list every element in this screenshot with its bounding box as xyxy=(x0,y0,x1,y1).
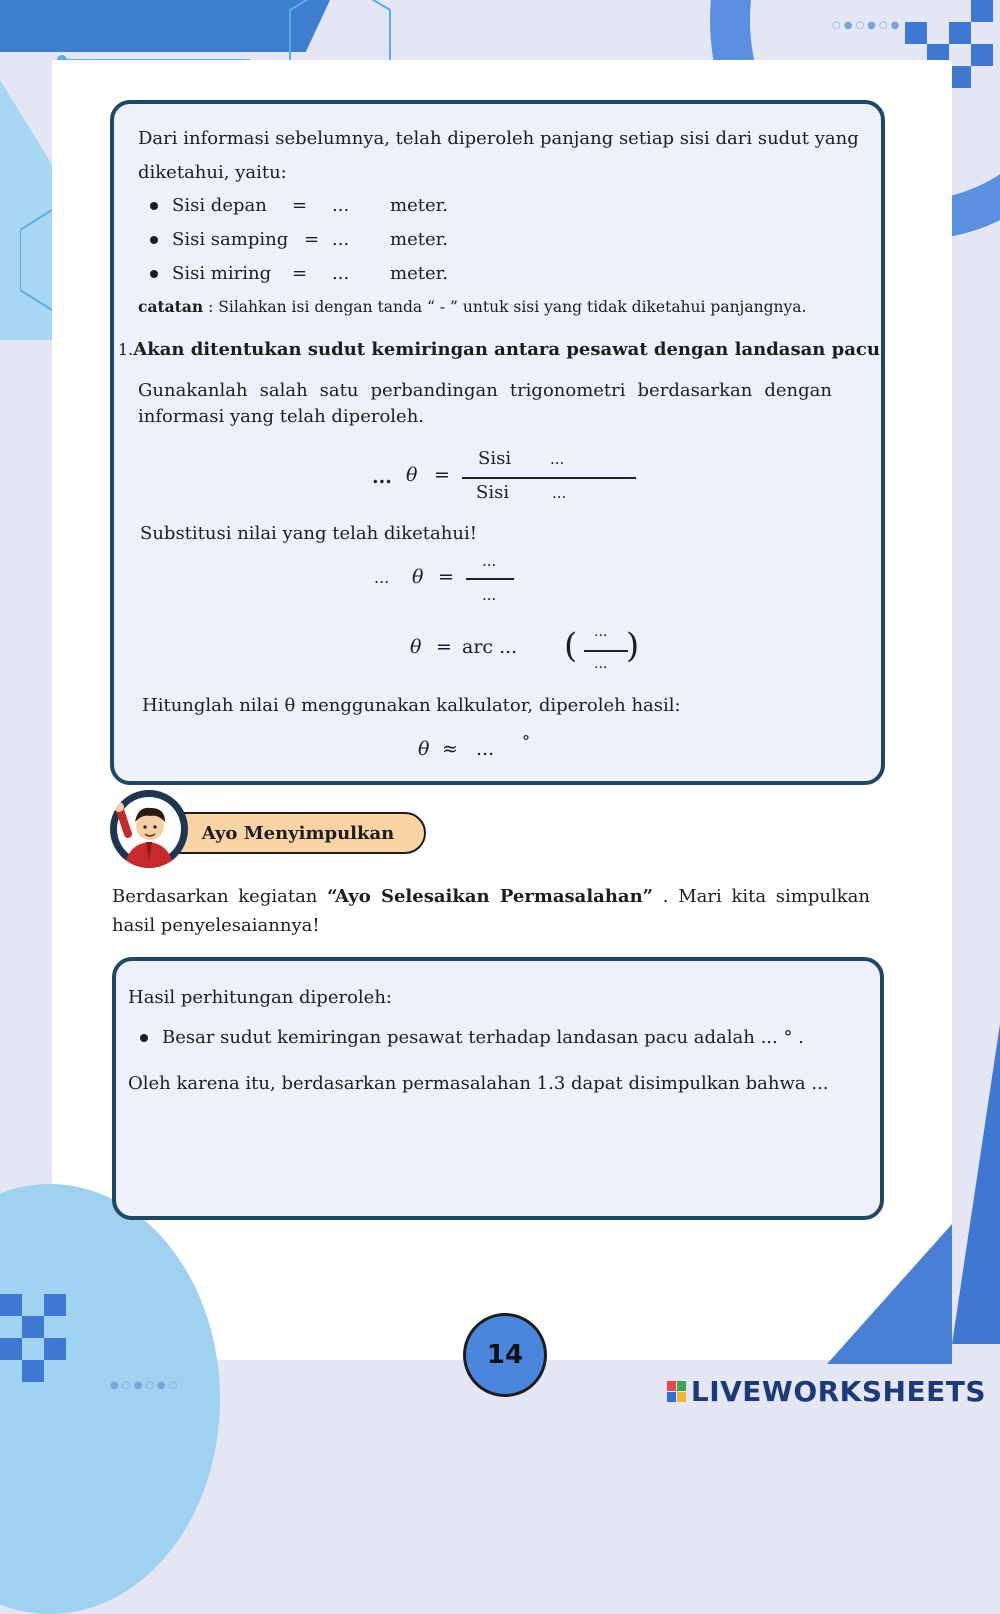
fraction-line xyxy=(584,650,628,652)
side-item-hypotenuse: Sisi miring = ... meter. xyxy=(150,263,448,284)
substitution-numerator[interactable]: ... xyxy=(482,552,497,570)
arc-function-blank[interactable]: arc ... xyxy=(462,636,518,658)
decor-bottom-right-triangle xyxy=(827,1224,952,1364)
calculate-instruction: Hitunglah nilai θ menggunakan kalkulator, diperoleh hasil: xyxy=(142,695,681,716)
avatar xyxy=(110,790,188,868)
arc-denominator[interactable]: ... xyxy=(594,656,608,672)
fraction-line xyxy=(466,578,514,580)
page-number: 14 xyxy=(463,1313,547,1397)
substitute-instruction: Substitusi nilai yang telah diketahui! xyxy=(140,523,477,544)
conclusion-heading: Hasil perhitungan diperoleh: xyxy=(128,987,392,1008)
substitution-denominator[interactable]: ... xyxy=(482,586,497,604)
trig-function-blank[interactable]: ... xyxy=(372,466,392,488)
side-front-value[interactable]: ... xyxy=(332,195,350,216)
trig-function-blank-2[interactable]: ... xyxy=(374,568,390,587)
decor-dots-bottom: ●○●○●○ xyxy=(110,1380,181,1391)
step-heading: 1.Akan ditentukan sudut kemiringan antara pesawat dengan landasan pacu xyxy=(118,339,880,360)
bullet-dot xyxy=(150,270,158,278)
liveworksheets-icon xyxy=(667,1381,687,1403)
decor-bottom-right-strip xyxy=(952,1024,1000,1344)
side-item-front: Sisi depan = ... meter. xyxy=(150,195,448,216)
brand-logo: LIVEWORKSHEETS xyxy=(667,1375,986,1408)
denominator-blank[interactable]: ... xyxy=(552,484,567,502)
bullet-dot xyxy=(150,202,158,210)
intro-line-2: diketahui, yaitu: xyxy=(138,162,287,183)
side-adjacent-value[interactable]: ... xyxy=(332,229,350,250)
decor-dots-top: ○●○●○● xyxy=(832,20,903,31)
side-hypotenuse-value[interactable]: ... xyxy=(332,263,350,284)
student-waving-icon xyxy=(110,790,188,868)
section-title-pill xyxy=(150,812,426,854)
conclusion-bullet-text[interactable]: Besar sudut kemiringan pesawat terhadap landasan pacu adalah ... ° . xyxy=(162,1027,804,1048)
arc-numerator[interactable]: ... xyxy=(594,624,608,640)
section-title: Ayo Menyimpulkan xyxy=(201,822,395,844)
note: catatan : Silahkan isi dengan tanda “ - ” untuk sisi yang tidak diketahui panjangnya. xyxy=(138,297,807,316)
step-instruction: Gunakanlah salah satu perbandingan trigonometri berdasarkan dengan informasi yang telah diperoleh. xyxy=(138,380,832,428)
intro-line-1: Dari informasi sebelumnya, telah diperoleh panjang setiap sisi dari sudut yang xyxy=(138,128,859,149)
conclusion-bullet xyxy=(140,1027,804,1048)
section-intro: Berdasarkan kegiatan “Ayo Selesaikan Permasalahan” . Mari kita simpulkan hasil penyelesaiannya! xyxy=(112,886,870,936)
bullet-dot xyxy=(150,236,158,244)
numerator-blank[interactable]: ... xyxy=(550,450,565,468)
decor-bottom-left-checker xyxy=(0,1294,90,1384)
bullet-dot xyxy=(140,1034,148,1042)
fraction-line xyxy=(462,477,636,479)
angle-result-blank[interactable]: ... xyxy=(476,738,495,760)
side-item-adjacent: Sisi samping = ... meter. xyxy=(150,229,448,250)
conclusion-text[interactable]: Oleh karena itu, berdasarkan permasalahan 1.3 dapat disimpulkan bahwa ... xyxy=(128,1073,829,1094)
